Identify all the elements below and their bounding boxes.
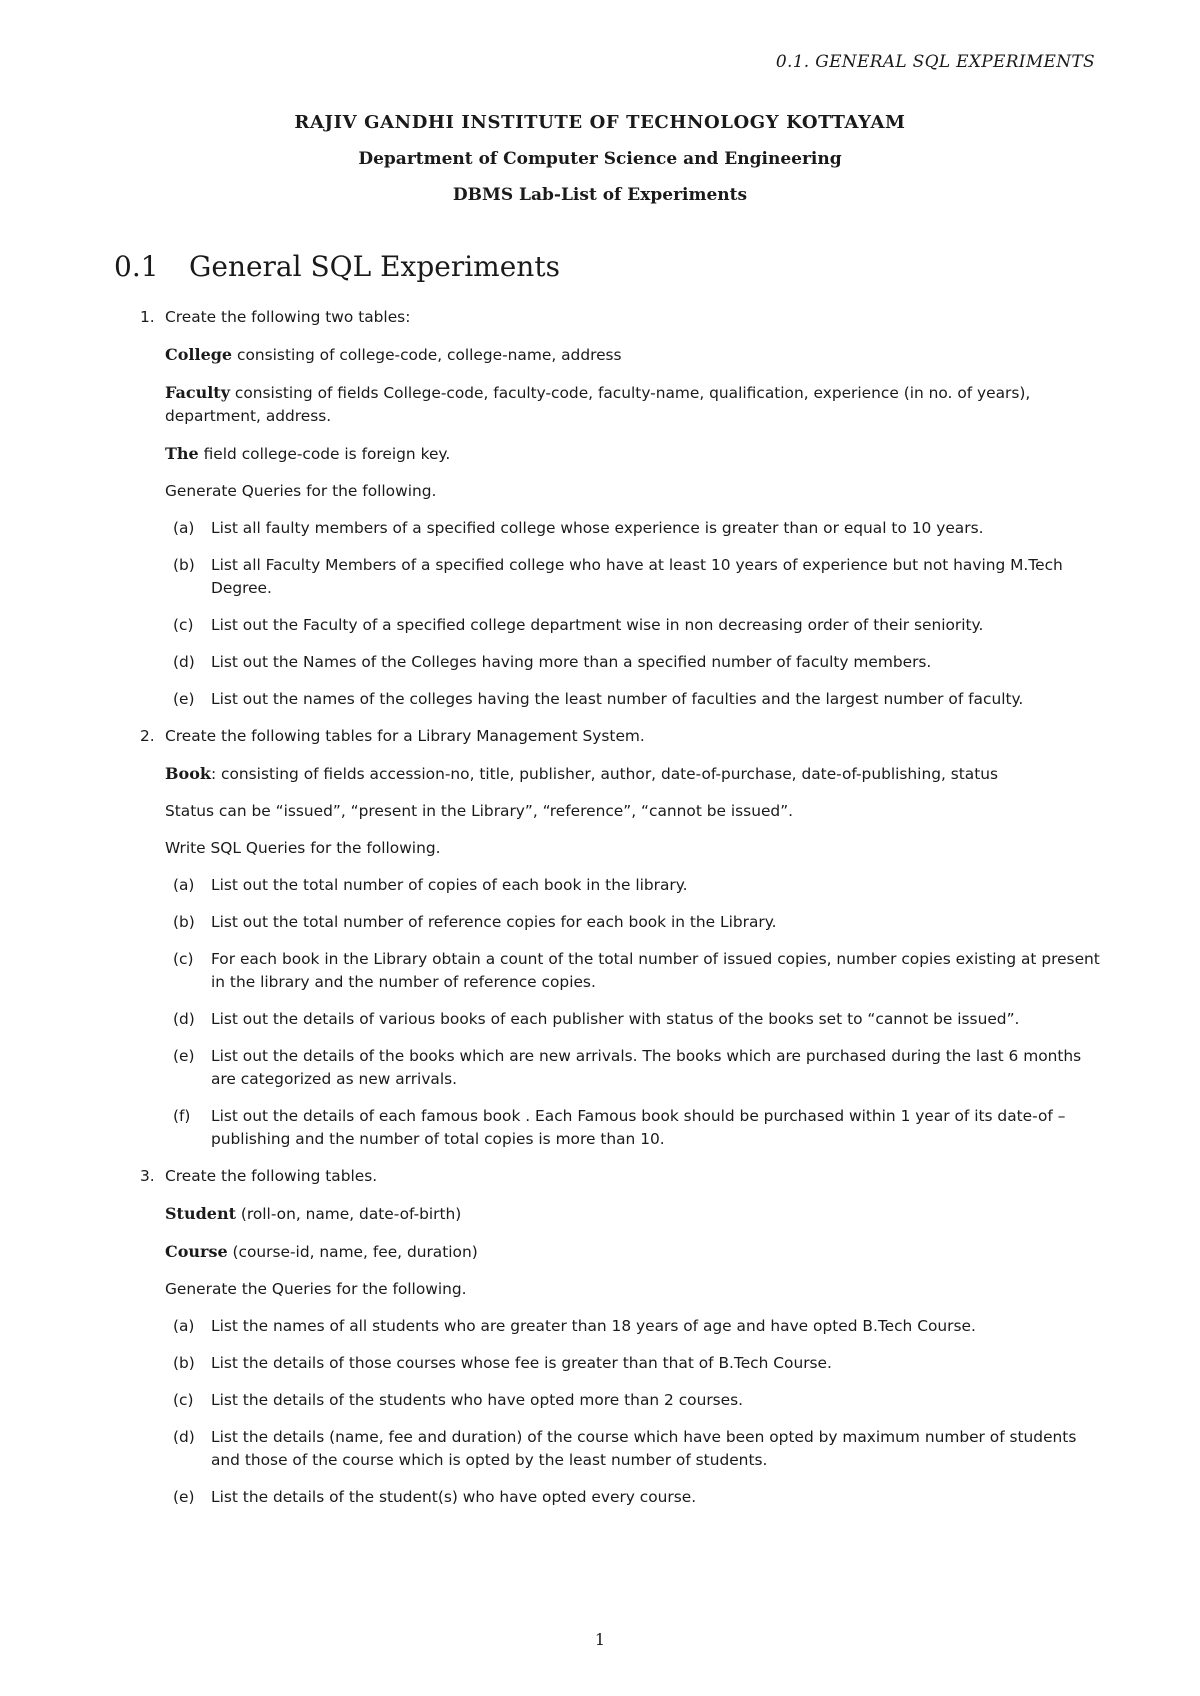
query-text: List out the total number of copies of each book in the library. <box>211 876 688 894</box>
table-definition-book <box>165 762 1100 786</box>
query-text: List the names of all students who are greater than 18 years of age and have opted B.Tech Course. <box>211 1317 976 1335</box>
query-item <box>165 1352 1100 1375</box>
queries-intro: Generate Queries for the following. <box>165 482 437 500</box>
document-header <box>0 112 1200 205</box>
experiment-number: 2. <box>140 727 155 745</box>
query-text: List out the names of the colleges having the least number of faculties and the largest number of faculty. <box>211 690 1024 708</box>
table-name: Student <box>165 1204 236 1223</box>
query-label: (d) <box>173 1428 195 1446</box>
query-item <box>165 688 1100 711</box>
query-item <box>165 651 1100 674</box>
query-label: (e) <box>173 1047 195 1065</box>
query-label: (b) <box>173 913 195 931</box>
query-label: (c) <box>173 950 194 968</box>
query-text: List all faulty members of a specified college whose experience is greater than or equal to 10 years. <box>211 519 984 537</box>
table-description: (roll-on, name, date-of-birth) <box>235 1205 462 1223</box>
department-name: Department of Computer Science and Engineering <box>358 149 842 169</box>
query-label: (e) <box>173 1488 195 1506</box>
note-text: field college-code is foreign key. <box>198 445 451 463</box>
query-label: (e) <box>173 690 195 708</box>
query-text: List out the details of various books of each publisher with status of the books set to “cannot be issued”. <box>211 1010 1020 1028</box>
experiment-intro: Create the following tables. <box>165 1167 378 1185</box>
query-label: (f) <box>173 1107 191 1125</box>
query-text: List out the Faculty of a specified college department wise in non decreasing order of their seniority. <box>211 616 984 634</box>
section-number: 0.1 <box>114 250 159 283</box>
table-description: consisting of fields College-code, faculty-code, faculty-name, qualification, experience (in no. of years), department, address. <box>165 384 1031 425</box>
section-title <box>114 250 560 283</box>
query-item <box>165 1008 1100 1031</box>
experiment-intro: Create the following two tables: <box>165 308 411 326</box>
query-label: (d) <box>173 653 195 671</box>
query-label: (c) <box>173 1391 194 1409</box>
query-text: List out the details of the books which are new arrivals. The books which are purchased during the last 6 months are categorized as new arrivals. <box>211 1047 1082 1088</box>
experiment-2 <box>0 725 1200 1151</box>
query-text: List the details of the students who have opted more than 2 courses. <box>211 1391 744 1409</box>
table-description: : consisting of fields accession-no, title, publisher, author, date-of-purchase, date-of-publishing, status <box>210 765 999 783</box>
table-name: Faculty <box>165 383 230 402</box>
query-item <box>165 1105 1100 1151</box>
query-label: (d) <box>173 1010 195 1028</box>
table-name: College <box>165 345 233 364</box>
query-label: (c) <box>173 616 194 634</box>
table-definition-student <box>165 1202 1100 1226</box>
query-item <box>165 614 1100 637</box>
lab-title: DBMS Lab-List of Experiments <box>452 185 748 205</box>
query-item <box>165 1315 1100 1338</box>
query-item <box>165 1486 1100 1509</box>
query-item <box>165 517 1100 540</box>
query-item <box>165 911 1100 934</box>
query-label: (b) <box>173 556 195 574</box>
experiment-number: 1. <box>140 308 155 326</box>
experiment-intro: Create the following tables for a Library Management System. <box>165 727 645 745</box>
status-note: Status can be “issued”, “present in the Library”, “reference”, “cannot be issued”. <box>165 802 794 820</box>
query-item <box>165 1389 1100 1412</box>
query-label: (a) <box>173 876 195 894</box>
query-text: List the details (name, fee and duration) of the course which have been opted by maximum number of students and those of the course which is opted by the least number of students. <box>211 1428 1077 1469</box>
query-item <box>165 1426 1100 1472</box>
query-text: List the details of the student(s) who have opted every course. <box>211 1488 697 1506</box>
experiment-list <box>0 306 1200 1523</box>
queries-intro: Write SQL Queries for the following. <box>165 839 441 857</box>
note-lead: The <box>165 444 199 463</box>
experiment-3 <box>0 1165 1200 1509</box>
table-name: Course <box>165 1242 228 1261</box>
query-item <box>165 948 1100 994</box>
query-item <box>165 874 1100 897</box>
foreign-key-note <box>165 442 1100 466</box>
table-definition-college <box>165 343 1100 367</box>
query-text: List out the total number of reference copies for each book in the Library. <box>211 913 777 931</box>
table-definition-course <box>165 1240 1100 1264</box>
table-description: consisting of college-code, college-name, address <box>232 346 622 364</box>
table-name: Book <box>165 764 211 783</box>
query-text: List all Faculty Members of a specified college who have at least 10 years of experience but not having M.Tech Degree. <box>211 556 1063 597</box>
experiment-1 <box>0 306 1200 711</box>
institute-name: RAJIV GANDHI INSTITUTE OF TECHNOLOGY KOTTAYAM <box>294 112 906 133</box>
page-number: 1 <box>594 1630 606 1649</box>
query-label: (a) <box>173 519 195 537</box>
section-title-text: General SQL Experiments <box>189 250 560 283</box>
table-definition-faculty <box>165 381 1100 428</box>
query-label: (b) <box>173 1354 195 1372</box>
query-text: List out the details of each famous book . Each Famous book should be purchased within 1 year of its date-of –publishing and the number of total copies is more than 10. <box>211 1107 1066 1148</box>
running-head: 0.1. GENERAL SQL EXPERIMENTS <box>775 52 1095 72</box>
query-item <box>165 1045 1100 1091</box>
query-text: For each book in the Library obtain a count of the total number of issued copies, number copies existing at present in the library and the number of reference copies. <box>211 950 1100 991</box>
query-item <box>165 554 1100 600</box>
table-description: (course-id, name, fee, duration) <box>227 1243 478 1261</box>
experiment-number: 3. <box>140 1167 155 1185</box>
query-label: (a) <box>173 1317 195 1335</box>
query-text: List out the Names of the Colleges having more than a specified number of faculty members. <box>211 653 932 671</box>
query-text: List the details of those courses whose fee is greater than that of B.Tech Course. <box>211 1354 832 1372</box>
queries-intro: Generate the Queries for the following. <box>165 1280 467 1298</box>
